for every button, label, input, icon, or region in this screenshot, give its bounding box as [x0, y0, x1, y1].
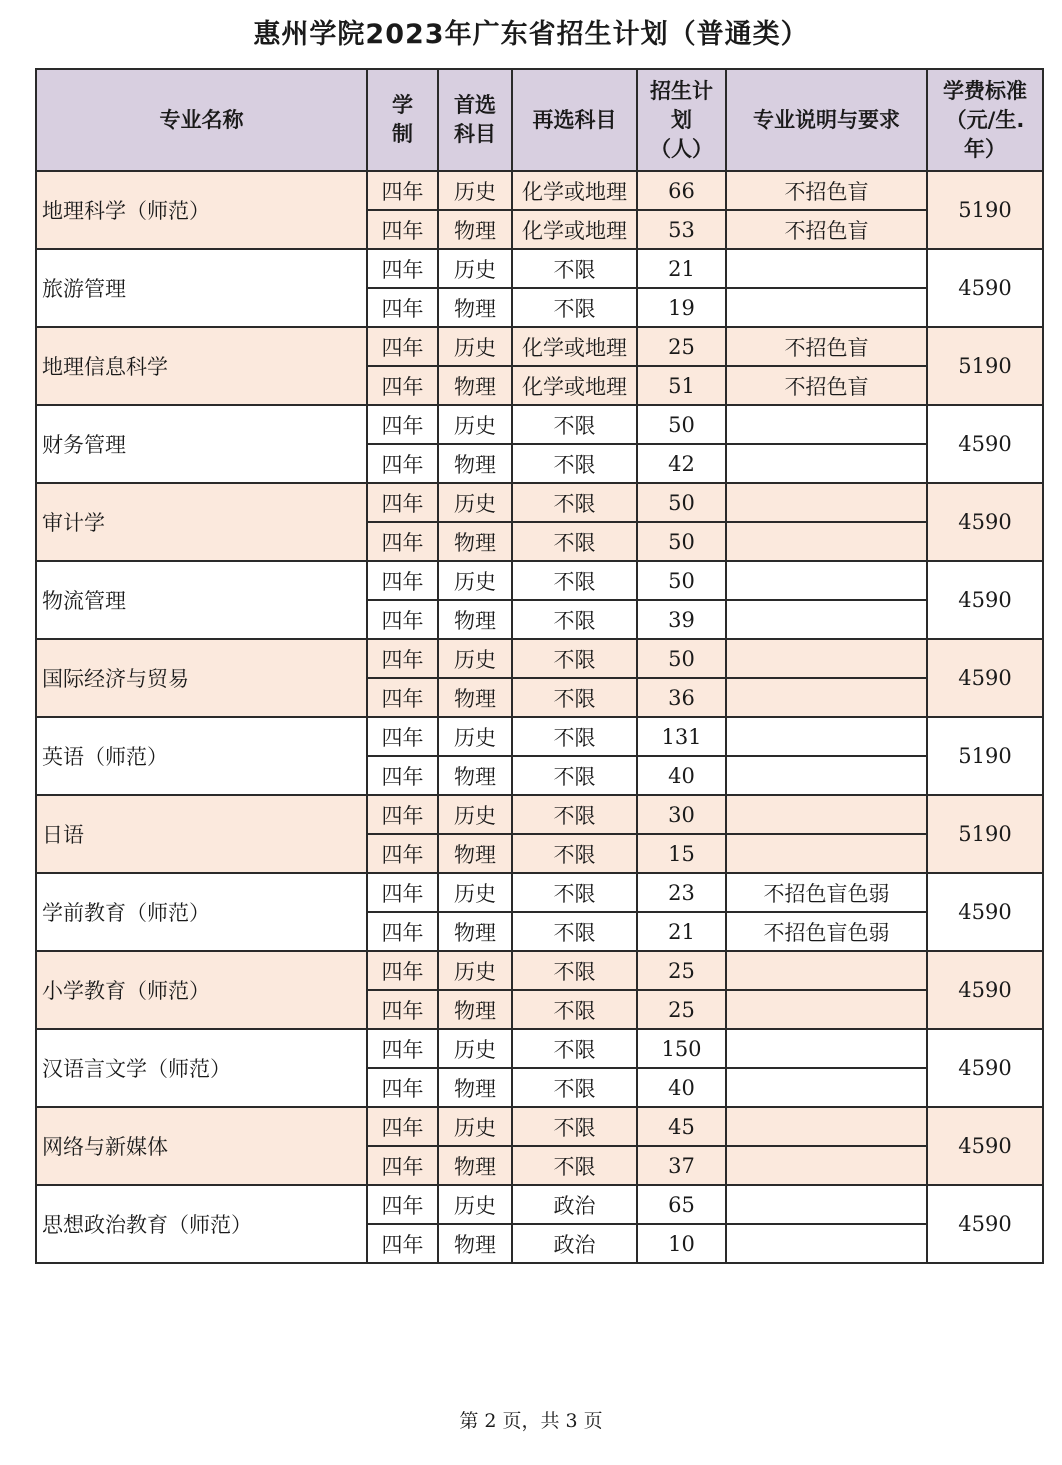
fee-cell: 5190	[927, 795, 1043, 873]
fee-cell: 4590	[927, 639, 1043, 717]
second-subject-cell: 化学或地理	[512, 210, 637, 249]
second-subject-cell: 政治	[512, 1224, 637, 1263]
duration-cell: 四年	[367, 639, 438, 678]
duration-cell: 四年	[367, 366, 438, 405]
first-subject-cell: 物理	[438, 912, 512, 951]
fee-cell: 4590	[927, 405, 1043, 483]
second-subject-cell: 不限	[512, 678, 637, 717]
quota-cell: 10	[637, 1224, 726, 1263]
first-subject-cell: 物理	[438, 990, 512, 1029]
note-cell: 不招色盲色弱	[726, 912, 927, 951]
second-subject-cell: 不限	[512, 834, 637, 873]
major-name-cell: 审计学	[36, 483, 367, 561]
first-subject-cell: 物理	[438, 522, 512, 561]
duration-cell: 四年	[367, 1185, 438, 1224]
quota-cell: 15	[637, 834, 726, 873]
quota-cell: 37	[637, 1146, 726, 1185]
second-subject-cell: 不限	[512, 873, 637, 912]
page-footer: 第 2 页，共 3 页	[459, 1410, 603, 1432]
duration-cell: 四年	[367, 561, 438, 600]
quota-cell: 45	[637, 1107, 726, 1146]
second-subject-cell: 不限	[512, 795, 637, 834]
duration-cell: 四年	[367, 1068, 438, 1107]
quota-cell: 50	[637, 483, 726, 522]
note-cell: 不招色盲	[726, 171, 927, 210]
note-cell	[726, 1146, 927, 1185]
second-subject-cell: 不限	[512, 600, 637, 639]
first-subject-cell: 物理	[438, 444, 512, 483]
duration-cell: 四年	[367, 600, 438, 639]
quota-cell: 25	[637, 327, 726, 366]
first-subject-cell: 物理	[438, 366, 512, 405]
quota-cell: 30	[637, 795, 726, 834]
duration-cell: 四年	[367, 678, 438, 717]
first-subject-cell: 历史	[438, 483, 512, 522]
second-subject-cell: 化学或地理	[512, 366, 637, 405]
note-cell	[726, 1185, 927, 1224]
quota-cell: 53	[637, 210, 726, 249]
duration-cell: 四年	[367, 483, 438, 522]
duration-cell: 四年	[367, 912, 438, 951]
first-subject-cell: 物理	[438, 210, 512, 249]
first-subject-cell: 历史	[438, 639, 512, 678]
first-subject-cell: 历史	[438, 1029, 512, 1068]
fee-cell: 4590	[927, 483, 1043, 561]
second-subject-cell: 不限	[512, 288, 637, 327]
fee-cell: 5190	[927, 171, 1043, 249]
duration-cell: 四年	[367, 834, 438, 873]
duration-cell: 四年	[367, 1107, 438, 1146]
major-name-cell: 地理信息科学	[36, 327, 367, 405]
duration-cell: 四年	[367, 444, 438, 483]
duration-cell: 四年	[367, 405, 438, 444]
first-subject-cell: 历史	[438, 873, 512, 912]
note-cell	[726, 288, 927, 327]
duration-cell: 四年	[367, 210, 438, 249]
quota-cell: 42	[637, 444, 726, 483]
quota-cell: 36	[637, 678, 726, 717]
major-name-cell: 旅游管理	[36, 249, 367, 327]
quota-cell: 150	[637, 1029, 726, 1068]
duration-cell: 四年	[367, 990, 438, 1029]
second-subject-cell: 不限	[512, 990, 637, 1029]
quota-cell: 66	[637, 171, 726, 210]
duration-cell: 四年	[367, 795, 438, 834]
note-cell	[726, 639, 927, 678]
fee-cell: 4590	[927, 249, 1043, 327]
first-subject-cell: 历史	[438, 795, 512, 834]
second-subject-cell: 不限	[512, 756, 637, 795]
first-subject-cell: 物理	[438, 834, 512, 873]
major-name-cell: 地理科学（师范）	[36, 171, 367, 249]
first-subject-cell: 物理	[438, 1146, 512, 1185]
major-name-cell: 学前教育（师范）	[36, 873, 367, 951]
fee-cell: 4590	[927, 1029, 1043, 1107]
header-quota: 招生计划（人）	[637, 69, 726, 171]
header-second-subject: 再选科目	[512, 69, 637, 171]
note-cell	[726, 1068, 927, 1107]
enrollment-plan-table	[35, 68, 1044, 1264]
note-cell	[726, 1029, 927, 1068]
note-cell	[726, 834, 927, 873]
note-cell	[726, 717, 927, 756]
duration-cell: 四年	[367, 873, 438, 912]
note-cell: 不招色盲	[726, 327, 927, 366]
table-header-row	[36, 69, 1043, 171]
table-body	[36, 171, 1043, 1263]
quota-cell: 50	[637, 405, 726, 444]
duration-cell: 四年	[367, 327, 438, 366]
quota-cell: 50	[637, 561, 726, 600]
table-row	[36, 951, 1043, 990]
first-subject-cell: 物理	[438, 756, 512, 795]
second-subject-cell: 不限	[512, 483, 637, 522]
table-row	[36, 873, 1043, 912]
table-row	[36, 1107, 1043, 1146]
first-subject-cell: 历史	[438, 1185, 512, 1224]
major-name-cell: 财务管理	[36, 405, 367, 483]
note-cell: 不招色盲色弱	[726, 873, 927, 912]
major-name-cell: 英语（师范）	[36, 717, 367, 795]
note-cell	[726, 1224, 927, 1263]
second-subject-cell: 化学或地理	[512, 327, 637, 366]
fee-cell: 4590	[927, 561, 1043, 639]
fee-cell: 4590	[927, 1107, 1043, 1185]
second-subject-cell: 不限	[512, 444, 637, 483]
note-cell	[726, 444, 927, 483]
second-subject-cell: 不限	[512, 249, 637, 288]
quota-cell: 40	[637, 756, 726, 795]
duration-cell: 四年	[367, 522, 438, 561]
table-row	[36, 795, 1043, 834]
second-subject-cell: 不限	[512, 1068, 637, 1107]
quota-cell: 19	[637, 288, 726, 327]
note-cell	[726, 405, 927, 444]
header-duration: 学制	[367, 69, 438, 171]
major-name-cell: 物流管理	[36, 561, 367, 639]
table-row	[36, 1029, 1043, 1068]
first-subject-cell: 历史	[438, 951, 512, 990]
second-subject-cell: 不限	[512, 522, 637, 561]
note-cell	[726, 522, 927, 561]
note-cell	[726, 795, 927, 834]
duration-cell: 四年	[367, 171, 438, 210]
duration-cell: 四年	[367, 288, 438, 327]
major-name-cell: 日语	[36, 795, 367, 873]
header-major: 专业名称	[36, 69, 367, 171]
header-first-subject: 首选科目	[438, 69, 512, 171]
quota-cell: 21	[637, 249, 726, 288]
quota-cell: 23	[637, 873, 726, 912]
table-row	[36, 639, 1043, 678]
table-row	[36, 405, 1043, 444]
fee-cell: 4590	[927, 951, 1043, 1029]
quota-cell: 39	[637, 600, 726, 639]
second-subject-cell: 不限	[512, 639, 637, 678]
note-cell	[726, 756, 927, 795]
first-subject-cell: 物理	[438, 600, 512, 639]
major-name-cell: 国际经济与贸易	[36, 639, 367, 717]
quota-cell: 40	[637, 1068, 726, 1107]
second-subject-cell: 不限	[512, 1146, 637, 1185]
table-row	[36, 1185, 1043, 1224]
fee-cell: 4590	[927, 873, 1043, 951]
table-row	[36, 171, 1043, 210]
first-subject-cell: 物理	[438, 1068, 512, 1107]
duration-cell: 四年	[367, 249, 438, 288]
note-cell	[726, 600, 927, 639]
second-subject-cell: 不限	[512, 1029, 637, 1068]
document-title: 惠州学院2023年广东省招生计划（普通类）	[253, 19, 809, 50]
first-subject-cell: 历史	[438, 717, 512, 756]
major-name-cell: 小学教育（师范）	[36, 951, 367, 1029]
duration-cell: 四年	[367, 951, 438, 990]
note-cell	[726, 249, 927, 288]
quota-cell: 50	[637, 639, 726, 678]
second-subject-cell: 政治	[512, 1185, 637, 1224]
quota-cell: 65	[637, 1185, 726, 1224]
fee-cell: 5190	[927, 717, 1043, 795]
first-subject-cell: 物理	[438, 1224, 512, 1263]
duration-cell: 四年	[367, 1224, 438, 1263]
quota-cell: 25	[637, 951, 726, 990]
quota-cell: 25	[637, 990, 726, 1029]
duration-cell: 四年	[367, 717, 438, 756]
first-subject-cell: 历史	[438, 171, 512, 210]
second-subject-cell: 不限	[512, 951, 637, 990]
second-subject-cell: 不限	[512, 1107, 637, 1146]
duration-cell: 四年	[367, 1029, 438, 1068]
table-row	[36, 249, 1043, 288]
fee-cell: 5190	[927, 327, 1043, 405]
note-cell	[726, 483, 927, 522]
second-subject-cell: 不限	[512, 717, 637, 756]
table-row	[36, 327, 1043, 366]
major-name-cell: 网络与新媒体	[36, 1107, 367, 1185]
note-cell	[726, 561, 927, 600]
major-name-cell: 思想政治教育（师范）	[36, 1185, 367, 1263]
note-cell	[726, 951, 927, 990]
first-subject-cell: 历史	[438, 249, 512, 288]
table-row	[36, 717, 1043, 756]
note-cell: 不招色盲	[726, 210, 927, 249]
first-subject-cell: 物理	[438, 288, 512, 327]
table-row	[36, 561, 1043, 600]
quota-cell: 50	[637, 522, 726, 561]
note-cell: 不招色盲	[726, 366, 927, 405]
note-cell	[726, 678, 927, 717]
table-row	[36, 483, 1043, 522]
second-subject-cell: 不限	[512, 405, 637, 444]
first-subject-cell: 历史	[438, 327, 512, 366]
header-notes: 专业说明与要求	[726, 69, 927, 171]
note-cell	[726, 990, 927, 1029]
second-subject-cell: 不限	[512, 561, 637, 600]
quota-cell: 131	[637, 717, 726, 756]
duration-cell: 四年	[367, 756, 438, 795]
second-subject-cell: 不限	[512, 912, 637, 951]
note-cell	[726, 1107, 927, 1146]
first-subject-cell: 历史	[438, 405, 512, 444]
first-subject-cell: 历史	[438, 561, 512, 600]
quota-cell: 21	[637, 912, 726, 951]
fee-cell: 4590	[927, 1185, 1043, 1263]
first-subject-cell: 历史	[438, 1107, 512, 1146]
major-name-cell: 汉语言文学（师范）	[36, 1029, 367, 1107]
quota-cell: 51	[637, 366, 726, 405]
second-subject-cell: 化学或地理	[512, 171, 637, 210]
duration-cell: 四年	[367, 1146, 438, 1185]
header-fee: 学费标准（元/生.年）	[927, 69, 1043, 171]
first-subject-cell: 物理	[438, 678, 512, 717]
